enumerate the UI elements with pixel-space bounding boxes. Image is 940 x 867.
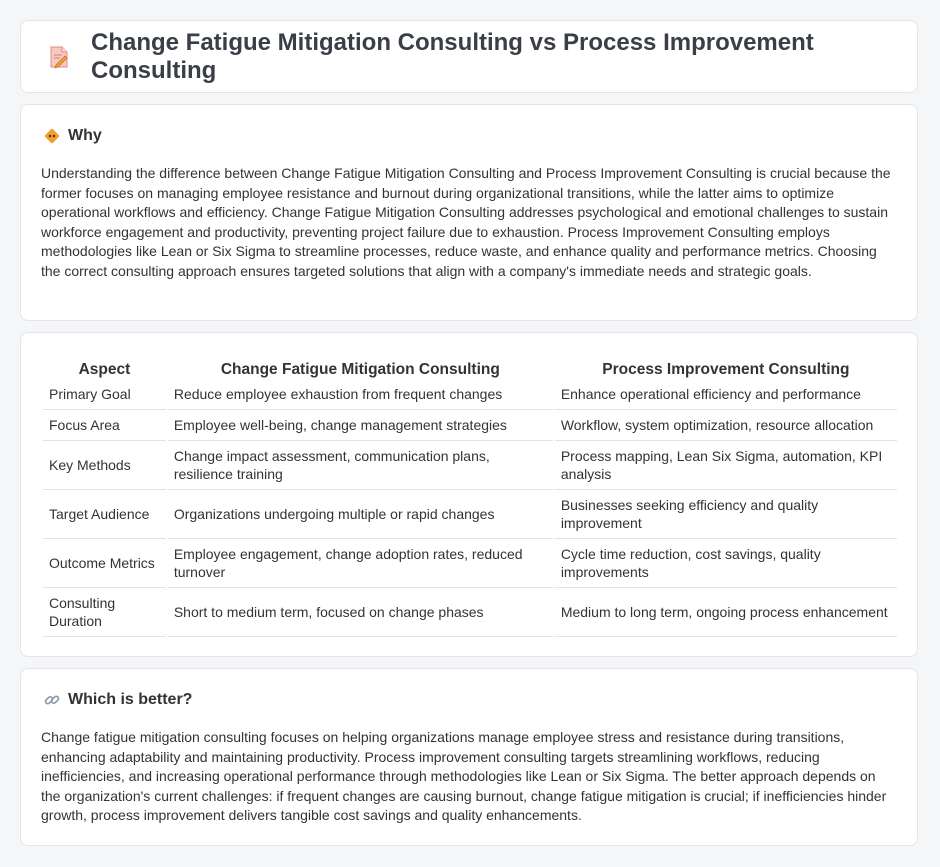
title-row <box>21 21 917 92</box>
table-row <box>43 379 897 410</box>
link-icon <box>43 691 61 709</box>
comparison-section <box>20 332 918 657</box>
page-title: Change Fatigue Mitigation Consulting vs Process Improvement Consulting <box>91 28 814 84</box>
aspect-cell: Focus Area <box>43 410 166 441</box>
why-title: Why <box>68 127 102 144</box>
document-pencil-icon <box>47 45 71 69</box>
table-row <box>43 490 897 539</box>
table-row <box>43 441 897 490</box>
table-header-row <box>43 353 897 379</box>
change-fatigue-cell: Short to medium term, focused on change phases <box>168 588 553 637</box>
table-row <box>43 410 897 441</box>
process-improvement-cell: Process mapping, Lean Six Sigma, automation, KPI analysis <box>555 441 897 490</box>
process-improvement-cell: Enhance operational efficiency and performance <box>555 379 897 410</box>
table-row <box>43 539 897 588</box>
change-fatigue-cell: Change impact assessment, communication plans, resilience training <box>168 441 553 490</box>
aspect-cell: Target Audience <box>43 490 166 539</box>
better-title: Which is better? <box>68 691 193 708</box>
better-heading <box>43 691 192 709</box>
diamond-sign-icon <box>43 127 61 145</box>
header-change-fatigue: Change Fatigue Mitigation Consulting <box>220 361 500 378</box>
header-aspect: Aspect <box>78 361 131 378</box>
why-heading <box>43 127 102 145</box>
comparison-table <box>41 353 899 637</box>
title-card <box>20 20 918 93</box>
process-improvement-cell: Workflow, system optimization, resource allocation <box>555 410 897 441</box>
better-text: Change fatigue mitigation consulting focuses on helping organizations manage employee stress and resistance during transitions, enhancing adaptability and maintaining productivity. Process improvement consulting targets streamlining workflows, reducing inefficiencies, and increasing operational performance through methodologies like Lean or Six Sigma. The better approach depends on the organization's current challenges: if frequent changes are causing burnout, change fatigue mitigation is crucial; if inefficiencies hinder growth, process improvement delivers tangible cost savings and quality enhancements. <box>41 729 887 823</box>
change-fatigue-cell: Employee engagement, change adoption rates, reduced turnover <box>168 539 553 588</box>
table-row <box>43 588 897 637</box>
aspect-cell: Outcome Metrics <box>43 539 166 588</box>
why-text: Understanding the difference between Change Fatigue Mitigation Consulting and Process Improvement Consulting is crucial because the former focuses on managing employee resistance and burnout during organizational transitions, while the latter aims to optimize operational workflows and efficiency. Change Fatigue Mitigation Consulting addresses psychological and emotional challenges to sustain workforce engagement and productivity, preventing project failure due to exhaustion. Process Improvement Consulting employs methodologies like Lean or Six Sigma to streamline processes, reduce waste, and enhance quality and performance metrics. Choosing the correct consulting approach ensures targeted solutions that align with a company's immediate needs and strategic goals. <box>41 165 891 279</box>
header-process-improvement: Process Improvement Consulting <box>602 361 850 378</box>
process-improvement-cell: Businesses seeking efficiency and quality improvement <box>555 490 897 539</box>
change-fatigue-cell: Employee well-being, change management strategies <box>168 410 553 441</box>
aspect-cell: Key Methods <box>43 441 166 490</box>
why-section <box>20 104 918 321</box>
process-improvement-cell: Cycle time reduction, cost savings, quality improvements <box>555 539 897 588</box>
aspect-cell: Primary Goal <box>43 379 166 410</box>
change-fatigue-cell: Organizations undergoing multiple or rapid changes <box>168 490 553 539</box>
which-is-better-section <box>20 668 918 846</box>
process-improvement-cell: Medium to long term, ongoing process enhancement <box>555 588 897 637</box>
change-fatigue-cell: Reduce employee exhaustion from frequent changes <box>168 379 553 410</box>
aspect-cell: Consulting Duration <box>43 588 166 637</box>
